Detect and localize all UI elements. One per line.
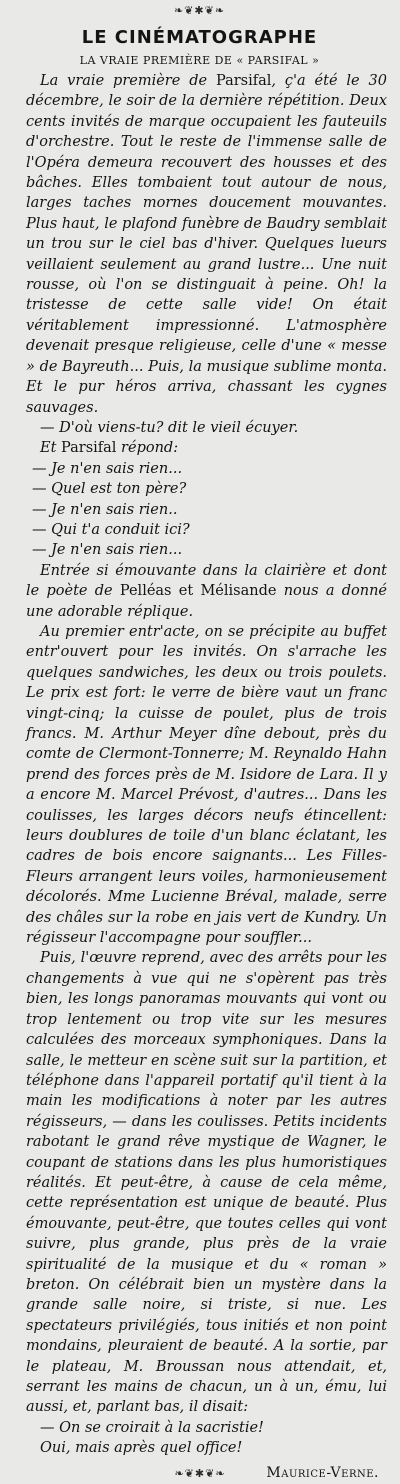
paragraph-4: Au premier entr'acte, on se précipite au buffet entr'ouvert pour les invités. On s'arrache les quelques sandwiches, les deux ou trois poulets. Le prix est fort: le verre de bière vaut un franc vingt-cinq; la cuisse de poulet, plus de trois francs. M. Arthur Meyer dîne debout, près du comte de Clermont-Tonnerre; M. Reynaldo Hahn prend des forces près de M. Isidore de Lara. Il y a encore M. Marcel Prévost, d'autres... Dans les coulisses, les larges décors neufs étincellent: leurs doublures de toile d'un blanc éclatant, les cadres de bois encore saignants... Les Filles-Fleurs arrangent leurs voiles, harmonieusement décolorés. Mme Lucienne Bréval, malade, serre des châles sur la robe en jais vert de Kundry. Un régisseur l'accompagne pour souffler...	[26, 623, 387, 947]
dialogue-question: — D'où viens-tu? dit le vieil écuyer.	[40, 419, 299, 436]
dialogue-line: — Quel est ton père?	[32, 481, 187, 498]
paragraph-2	[26, 438, 387, 458]
dialogue-line: — Je n'en sais rien...	[32, 460, 183, 477]
dialogue-line: — Je n'en sais rien...	[32, 542, 183, 559]
closing-line: — On se croirait à la sacristie!	[40, 1419, 264, 1436]
paragraph-2-start: Et	[40, 440, 62, 457]
author-signature: Maurice-Verne.	[266, 1464, 379, 1481]
paragraph-1-start: La vraie première de	[40, 73, 216, 89]
parsifal-title: Parsifal	[215, 73, 272, 89]
closing-reply: Oui, mais après quel office!	[40, 1440, 243, 1457]
paragraph-3-start: Entrée si émouvante dans la clairière et dont le poète de	[26, 562, 387, 600]
paragraph-2-rest: répond:	[116, 440, 179, 457]
article-title: LE CINÉMATOGRAPHE	[81, 27, 318, 48]
paragraph-5: Puis, l'œuvre reprend, avec des arrêts pour les changements à vue qui ne s'opèrent pas très bien, les longs panoramas mouvants qui vont ou trop lentement ou trop vite sur les mesures calculées des morceaux symphoniques. Dans la salle, le metteur en scène suit sur la partition, et téléphone dans l'appareil portatif qu'il tient à la main les modifications à noter par les autres régisseurs, — dans les coulisses. Petits incidents rabotant le grand rêve mystique de Wagner, le coupant de stations dans les plus humoristiques réalités. Et peut-être, à cause de cela même, cette représentation est unique de beauté. Plus émouvante, peut-être, que toutes celles qui vont suivre, plus grande, plus près de la vraie spiritualité de la musique et du « roman » breton. On célébrait bien un mystère dans la grande salle noire, si triste, si nue. Les spectateurs privilégiés, tous initiés et non point mondains, pleuraient de beauté. A la sortie, par le plateau, M. Broussan nous attendait, et, serrant les mains de chacun, un à un, ému, lui aussi, et, parlant bas, il disait:	[26, 950, 387, 1416]
paragraph-3-rest: nous a donné une adorable réplique.	[26, 583, 387, 620]
paragraph-1	[26, 71, 387, 418]
dialogue-line: — Je n'en sais rien..	[32, 501, 178, 518]
bottom-ornament: ❧❦✱❦❧	[174, 1467, 226, 1480]
pelleas-title: Pelléas et Mélisande	[119, 583, 277, 600]
dialogue-line: — Qui t'a conduit ici?	[32, 521, 190, 538]
article-subtitle: LA VRAIE PREMIÈRE DE « PARSIFAL »	[79, 54, 320, 67]
top-ornament: ❧❦✱❦❧	[173, 4, 226, 17]
paragraph-1-rest: , ç'a été le 30 décembre, le soir de la dernière répétition. Deux cents invités de marque occupaient les fauteuils d'orchestre. Tout le reste de l'immense salle de l'Opéra demeura recouvert des housses et des bâches. Elles tombaient tout autour de nous, larges taches mornes doucement mouvantes. Plus haut, le plafond funèbre de Baudry semblait un trou sur le ciel bas d'hiver. Quelques lueurs veillaient seulement au grand lustre... Une nuit rousse, où l'on se distinguait à peine. Oh! la tristesse de cette salle vide! On était véritablement impressionné. L'atmosphère devenait presque religieuse, celle d'une « messe » de Bayreuth... Puis, la musique sublime monta. Et le pur héros arriva, chassant les cygnes sauvages.	[26, 73, 387, 416]
parsifal-name: Parsifal	[61, 440, 117, 457]
article-body	[26, 71, 387, 1459]
paragraph-3	[26, 561, 387, 622]
